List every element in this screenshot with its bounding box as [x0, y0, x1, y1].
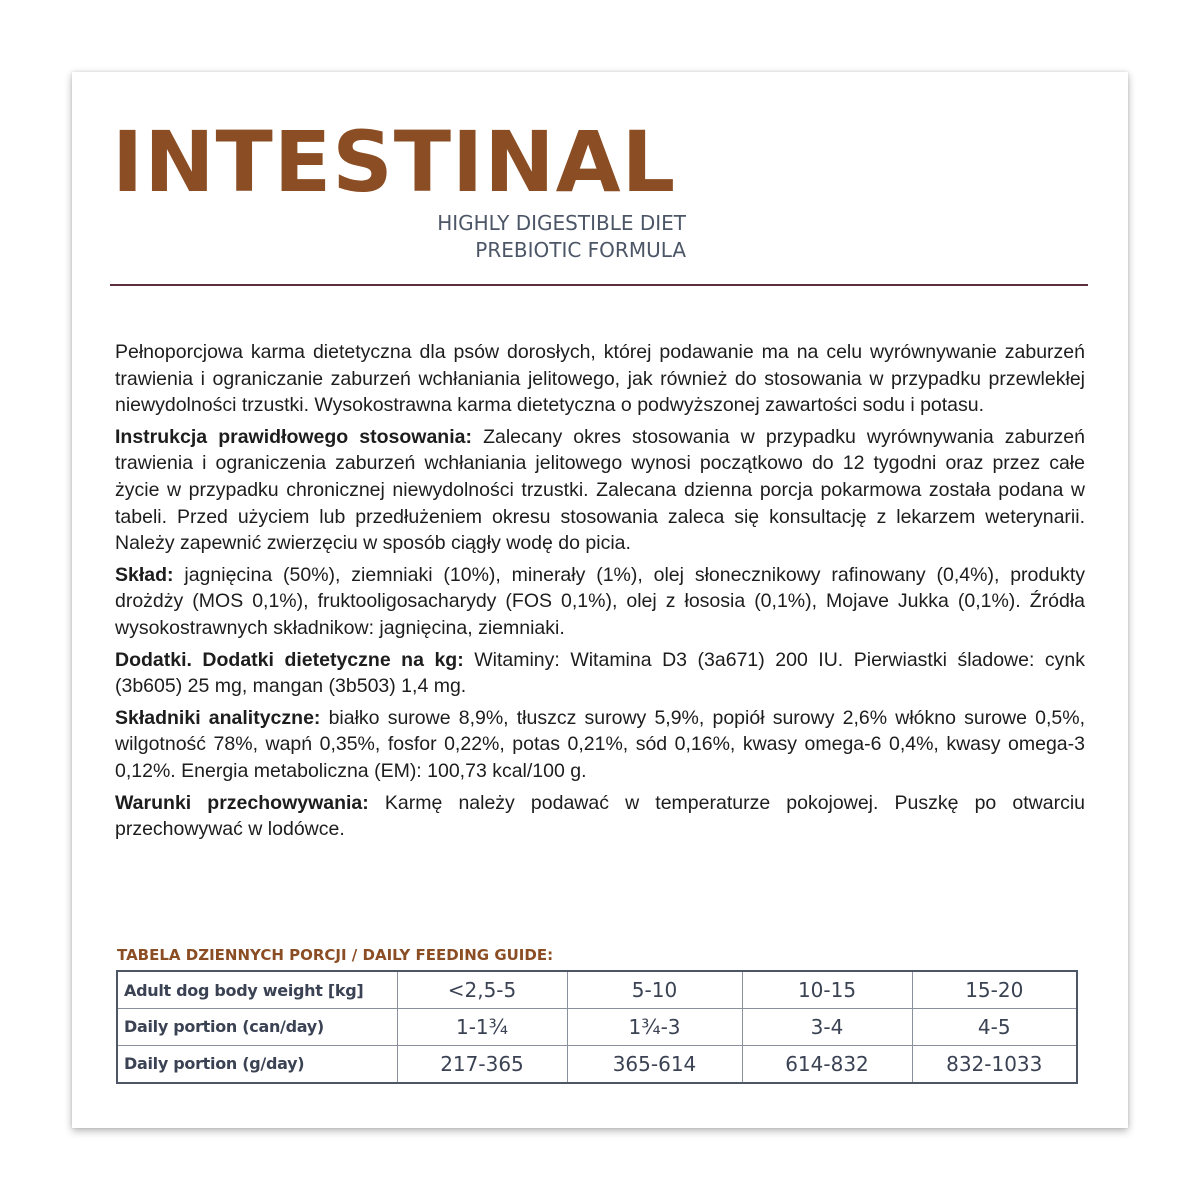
analytical-paragraph [115, 705, 1085, 785]
storage-text: Karmę należy podawać w temperaturze pokojowej. Puszkę po otwarciu przechowywać w lodówce. [115, 791, 1085, 841]
table-row [117, 971, 1077, 1009]
analytical-label: Składniki analityczne: [115, 706, 321, 729]
table-cell: 4-5 [912, 1009, 1077, 1046]
subtitle-line-1: HIGHLY DIGESTIBLE DIET [437, 211, 686, 235]
usage-label: Instrukcja prawidłowego stosowania: [115, 425, 472, 448]
description-text [115, 339, 1085, 848]
composition-text: jagnięcina (50%), ziemniaki (10%), minerały (1%), olej słonecznikowy rafinowany (0,4%), produkty drożdży (MOS 0,1%), fruktooligosacharydy (FOS 0,1%), olej z łososia (0,1%), Mojave Jukka (0,1%). Źródła wysokostrawnych składnikow: jagnięcina, ziemniaki. [115, 563, 1085, 639]
additives-paragraph [115, 647, 1085, 700]
storage-label: Warunki przechowywania: [115, 791, 369, 814]
product-title: INTESTINAL [112, 113, 677, 211]
table-cell: 365-614 [567, 1045, 742, 1083]
table-cell: 1¾-3 [567, 1009, 742, 1046]
composition-paragraph [115, 562, 1085, 642]
row-label: Daily portion (can/day) [117, 1009, 397, 1046]
table-row [117, 1045, 1077, 1083]
table-cell: 1-1¾ [397, 1009, 567, 1046]
analytical-text: białko surowe 8,9%, tłuszcz surowy 5,9%, popiół surowy 2,6% włókno surowe 0,5%, wilgotność 78%, wapń 0,35%, fosfor 0,22%, potas 0,21%, sód 0,16%, kwasy omega-6 0,4%, kwasy omega-3 0,12%. Energia metaboliczna (EM): 100,73 kcal/100 g. [115, 706, 1085, 782]
row-label: Daily portion (g/day) [117, 1045, 397, 1083]
row-label: Adult dog body weight [kg] [117, 971, 397, 1009]
additives-text: Witaminy: Witamina D3 (3a671) 200 IU. Pierwiastki śladowe: cynk (3b605) 25 mg, mangan (3b503) 1,4 mg. [115, 648, 1086, 698]
table-row [117, 1009, 1077, 1046]
additives-label: Dodatki. Dodatki dietetyczne na kg: [115, 648, 464, 671]
table-cell: 217-365 [397, 1045, 567, 1083]
storage-paragraph [115, 790, 1085, 843]
usage-text: Zalecany okres stosowania w przypadku wyrównywania zaburzeń trawienia i ograniczenia zaburzeń wchłaniania jelitowego wynosi początkowo do 12 tygodni oraz przez całe życie w przypadku chronicznej niewydolności trzustki. Zalecana dzienna porcja pokarmowa została podana w tabeli. Przed użyciem lub przedłużeniem okresu stosowania zaleca się konsultację z lekarzem weterynarii. Należy zapewnić zwierzęciu w sposób ciągły wodę do picia. [115, 425, 1085, 555]
feeding-guide-heading: TABELA DZIENNYCH PORCJI / DAILY FEEDING GUIDE: [117, 946, 554, 964]
table-cell: 10-15 [742, 971, 912, 1009]
feeding-guide-table [116, 970, 1078, 1084]
table-cell: 5-10 [567, 971, 742, 1009]
header-divider [110, 284, 1088, 286]
table-cell: <2,5-5 [397, 971, 567, 1009]
table-cell: 614-832 [742, 1045, 912, 1083]
table-cell: 15-20 [912, 971, 1077, 1009]
product-label-card [72, 72, 1128, 1128]
subtitle-line-2: PREBIOTIC FORMULA [475, 238, 686, 262]
product-subtitle [437, 210, 686, 264]
composition-label: Skład: [115, 563, 174, 586]
usage-paragraph [115, 424, 1085, 557]
table-cell: 832-1033 [946, 1051, 1043, 1076]
table-cell: 3-4 [742, 1009, 912, 1046]
intro-paragraph: Pełnoporcjowa karma dietetyczna dla psów dorosłych, której podawanie ma na celu wyrównywanie zaburzeń trawienia i ograniczanie zaburzeń wchłaniania jelitowego, jak również do stosowania w przypadku przewlekłej niewydolności trzustki. Wysokostrawna karma dietetyczna o podwyższonej zawartości sodu i potasu. [115, 341, 1085, 417]
